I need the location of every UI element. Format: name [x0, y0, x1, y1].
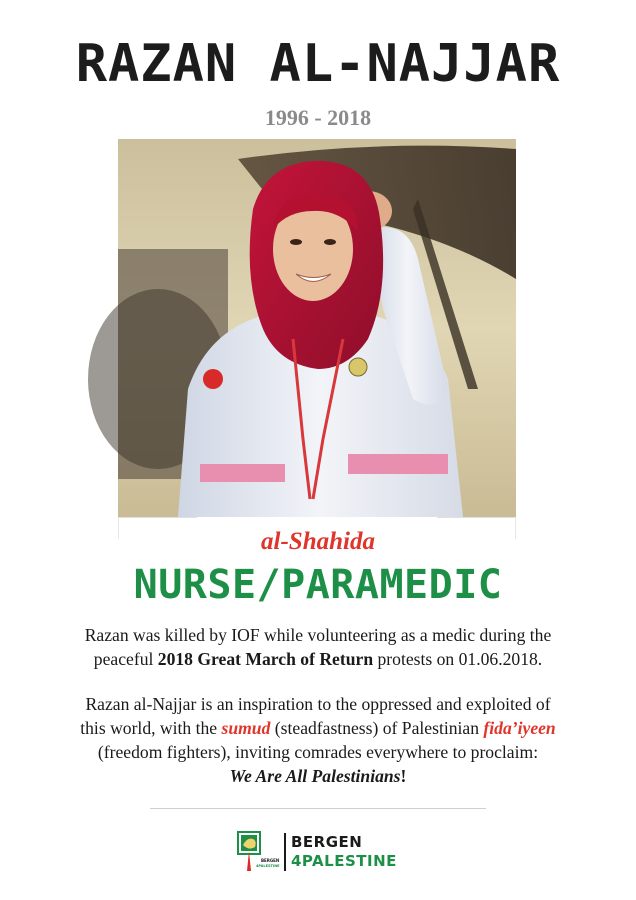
paragraph-inspiration	[60, 692, 576, 788]
divider-line	[150, 808, 486, 809]
logo-mark-bottom-text: 4PALESTINE	[256, 864, 280, 868]
poster-title: RAZAN AL-NAJJAR	[75, 34, 561, 94]
paragraph1-line2-post: protests on 01.06.2018.	[373, 649, 543, 669]
paragraph2-line2-pre: this world, with the	[80, 718, 222, 738]
logo-text-bergen: BERGEN	[291, 833, 363, 851]
paragraph-killed	[60, 623, 576, 671]
logo-text-4palestine: 4PALESTINE	[291, 852, 397, 870]
portrait-photo	[118, 139, 516, 517]
paragraph2-line3: (freedom fighters), inviting comrades everywhere to proclaim:	[97, 742, 539, 762]
epithet-text: al-Shahida	[261, 528, 375, 555]
paragraph1-line2-pre: peaceful	[93, 649, 158, 669]
sumud-term: sumud	[221, 718, 271, 738]
paragraph2-line2-mid: (steadfastness) of Palestinian	[270, 718, 484, 738]
slogan-exclamation: !	[400, 766, 407, 786]
fidaiyeen-term: fida’iyeen	[483, 718, 556, 738]
slogan: We Are All Palestinians	[229, 766, 401, 786]
event-name: 2018 Great March of Return	[157, 649, 374, 669]
paragraph2-line1: Razan al-Najjar is an inspiration to the oppressed and exploited of	[85, 694, 551, 714]
logo-mark-top-text: BERGEN	[261, 858, 280, 863]
paragraph1-line1: Razan was killed by IOF while volunteering as a medic during the	[84, 625, 552, 645]
logo-separator	[284, 833, 286, 871]
role-heading: NURSE/PARAMEDIC	[133, 562, 503, 608]
bergen4palestine-logo	[237, 831, 417, 873]
bergen4palestine-logo-icon	[237, 831, 280, 873]
years-text: 1996 - 2018	[264, 105, 372, 130]
